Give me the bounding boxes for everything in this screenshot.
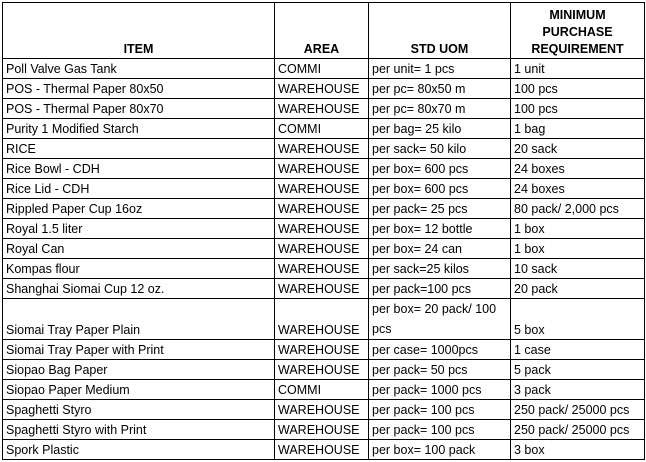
table-row [3,380,645,400]
area-cell: WAREHOUSE [275,139,369,159]
uom-cell: per unit= 1 pcs [369,59,511,79]
table-row [3,199,645,219]
item-cell: Siomai Tray Paper with Print [3,340,275,360]
uom-cell: per sack=25 kilos [369,259,511,279]
area-cell: WAREHOUSE [275,159,369,179]
table-row [3,79,645,99]
table-row [3,259,645,279]
min-cell: 100 pcs [511,79,645,99]
uom-cell: per pack= 1000 pcs [369,380,511,400]
min-cell: 5 pack [511,360,645,380]
area-cell: WAREHOUSE [275,400,369,420]
table-row [3,159,645,179]
area-cell: WAREHOUSE [275,79,369,99]
min-cell: 1 box [511,239,645,259]
header-row [3,3,645,59]
header-minimum-purchase-requirement [511,3,645,59]
min-cell: 3 box [511,440,645,460]
table-row [3,360,645,380]
table-row [3,400,645,420]
header-area: AREA [275,3,369,59]
area-cell: COMMI [275,59,369,79]
uom-cell: per box= 12 bottle [369,219,511,239]
min-cell: 5 box [511,299,645,340]
item-cell: Spaghetti Styro with Print [3,420,275,440]
purchase-requirements-table [2,2,645,460]
uom-cell: per pack= 50 pcs [369,360,511,380]
min-cell: 1 case [511,340,645,360]
area-cell: WAREHOUSE [275,179,369,199]
min-cell: 24 boxes [511,179,645,199]
item-cell: Royal Can [3,239,275,259]
min-cell: 20 pack [511,279,645,299]
item-cell: Kompas flour [3,259,275,279]
item-cell: Rice Bowl - CDH [3,159,275,179]
header-min-line-2: PURCHASE [542,25,613,39]
uom-cell: per box= 24 can [369,239,511,259]
table-row [3,119,645,139]
uom-cell: per case= 1000pcs [369,340,511,360]
area-cell: WAREHOUSE [275,259,369,279]
item-cell: Shanghai Siomai Cup 12 oz. [3,279,275,299]
item-cell: Purity 1 Modified Starch [3,119,275,139]
area-cell: WAREHOUSE [275,239,369,259]
uom-cell: per box= 20 pack/ 100 pcs [369,299,511,340]
table-row [3,179,645,199]
area-cell: COMMI [275,380,369,400]
header-min-line-3: REQUIREMENT [531,42,624,56]
min-cell: 250 pack/ 25000 pcs [511,420,645,440]
table-row [3,219,645,239]
area-cell: WAREHOUSE [275,440,369,460]
area-cell: WAREHOUSE [275,219,369,239]
uom-cell: per pc= 80x50 m [369,79,511,99]
area-cell: WAREHOUSE [275,340,369,360]
table-row [3,299,645,340]
item-cell: POS - Thermal Paper 80x50 [3,79,275,99]
header-std-uom: STD UOM [369,3,511,59]
uom-cell: per pack= 100 pcs [369,400,511,420]
area-cell: WAREHOUSE [275,279,369,299]
min-cell: 3 pack [511,380,645,400]
min-cell: 10 sack [511,259,645,279]
min-cell: 1 unit [511,59,645,79]
min-cell: 1 bag [511,119,645,139]
item-cell: Royal 1.5 liter [3,219,275,239]
table-row [3,99,645,119]
area-cell: WAREHOUSE [275,99,369,119]
uom-cell: per sack= 50 kilo [369,139,511,159]
min-cell: 24 boxes [511,159,645,179]
item-cell: Rice Lid - CDH [3,179,275,199]
area-cell: WAREHOUSE [275,360,369,380]
uom-cell: per pack= 100 pcs [369,420,511,440]
uom-cell: per pack= 25 pcs [369,199,511,219]
table-row [3,340,645,360]
min-cell: 20 sack [511,139,645,159]
uom-cell: per box= 600 pcs [369,159,511,179]
uom-cell: per box= 100 pack [369,440,511,460]
header-min-line-1: MINIMUM [549,8,606,22]
item-cell: Spork Plastic [3,440,275,460]
area-cell: WAREHOUSE [275,420,369,440]
uom-cell: per bag= 25 kilo [369,119,511,139]
uom-cell: per pc= 80x70 m [369,99,511,119]
uom-cell: per pack=100 pcs [369,279,511,299]
table-row [3,420,645,440]
min-cell: 250 pack/ 25000 pcs [511,400,645,420]
uom-cell: per box= 600 pcs [369,179,511,199]
item-cell: RICE [3,139,275,159]
table-row [3,59,645,79]
item-cell: Siopao Paper Medium [3,380,275,400]
table-row [3,239,645,259]
min-cell: 1 box [511,219,645,239]
item-cell: POS - Thermal Paper 80x70 [3,99,275,119]
item-cell: Siopao Bag Paper [3,360,275,380]
header-item: ITEM [3,3,275,59]
table-row [3,139,645,159]
area-cell: WAREHOUSE [275,199,369,219]
item-cell: Spaghetti Styro [3,400,275,420]
item-cell: Siomai Tray Paper Plain [3,299,275,340]
table-row [3,279,645,299]
item-cell: Rippled Paper Cup 16oz [3,199,275,219]
min-cell: 80 pack/ 2,000 pcs [511,199,645,219]
min-cell: 100 pcs [511,99,645,119]
item-cell: Poll Valve Gas Tank [3,59,275,79]
table-row [3,440,645,460]
area-cell: WAREHOUSE [275,299,369,340]
area-cell: COMMI [275,119,369,139]
